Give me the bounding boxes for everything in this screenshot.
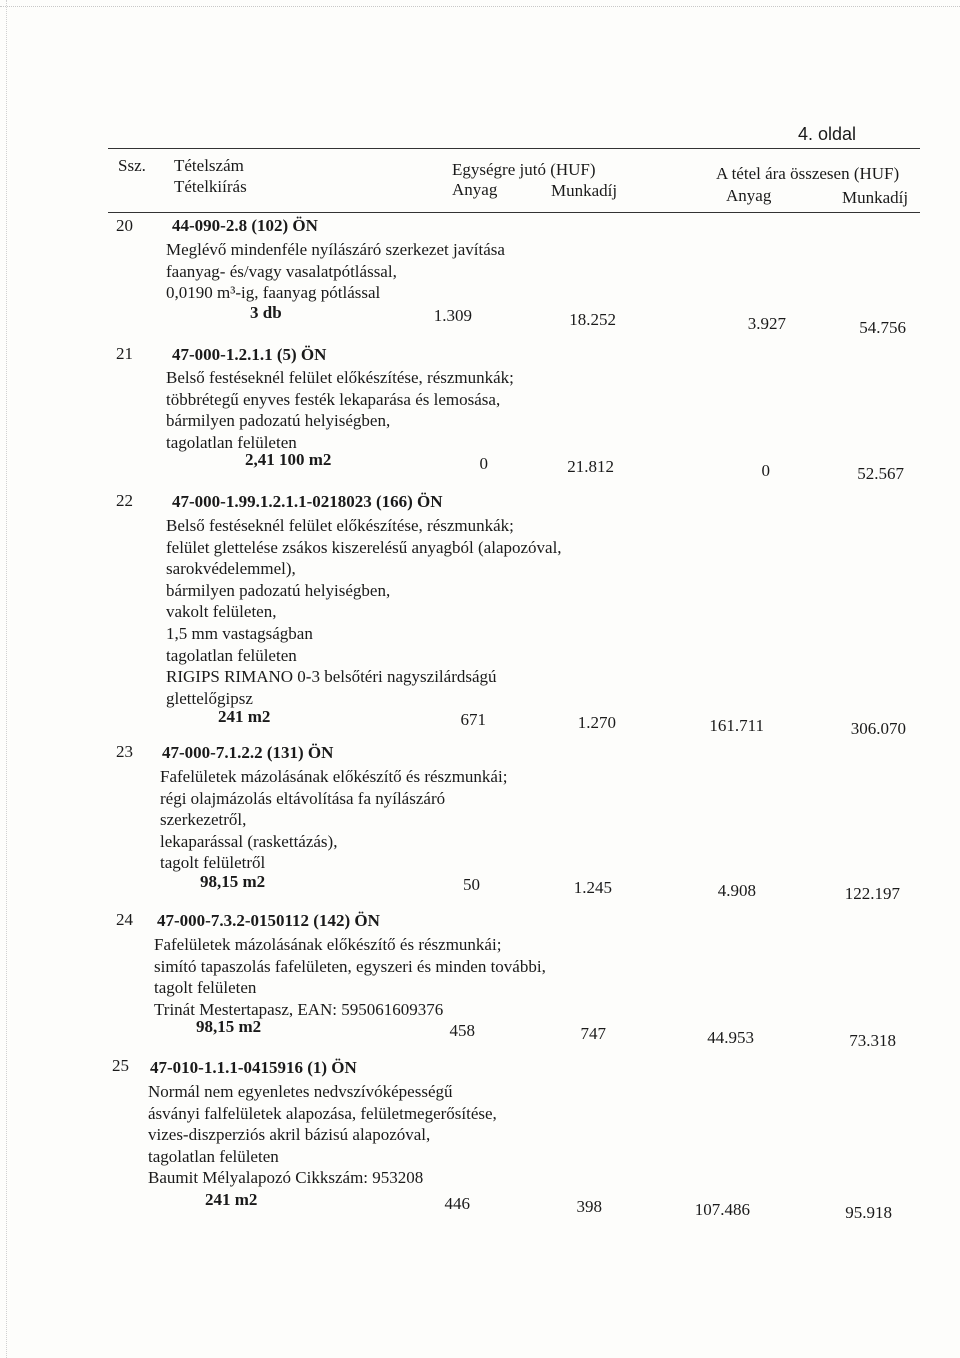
total-anyag-value: 0 [761,461,770,480]
header-total: A tétel ára összesen (HUF) [716,164,900,183]
description-line: tagolatlan felületen [166,432,297,452]
header-unit-munkadij: Munkadíj [551,181,618,200]
description-line: lekaparással (raskettázás), [160,831,338,851]
unit-munkadij-value: 1.270 [577,713,616,732]
description-line: vakolt felületen, [166,602,277,622]
header-rule-top [108,148,920,149]
unit-anyag-value: 446 [444,1194,470,1213]
unit-munkadij-value: 1.245 [573,878,612,897]
description-line: 1,5 mm vastagságban [166,623,313,643]
item-quantity: 3 db [250,303,282,322]
description-line: Trinát Mestertapasz, EAN: 595061609376 [154,999,444,1019]
unit-anyag-value: 1.309 [433,306,472,325]
item-code: 47-000-1.2.1.1 (5) ÖN [172,345,327,364]
item-number: 24 [116,910,133,929]
unit-anyag-value: 50 [463,875,480,894]
item-description [166,239,505,304]
unit-munkadij-value: 747 [580,1024,606,1043]
header-unit-price: Egységre jutó (HUF) [452,160,596,179]
total-anyag-value: 44.953 [707,1028,754,1047]
item-quantity: 241 m2 [205,1190,258,1209]
header-unit-anyag: Anyag [452,180,498,199]
description-line: Baumit Mélyalapozó Cikkszám: 953208 [148,1168,424,1188]
description-line: glettelőgipsz [166,688,253,708]
description-line: szerkezetről, [160,810,247,830]
unit-munkadij-value: 21.812 [567,457,614,476]
item-code: 47-000-7.3.2-0150112 (142) ÖN [157,911,380,930]
item-number: 21 [116,344,133,363]
unit-munkadij-value: 398 [576,1197,602,1216]
item-description [154,934,546,1020]
total-munkadij-value: 52.567 [857,464,904,483]
header-total-munkadij: Munkadíj [842,188,909,207]
item-quantity: 2,41 100 m2 [245,450,332,469]
header-tetelszam: Tételszám [174,156,244,175]
description-line: RIGIPS RIMANO 0-3 belsőtéri nagyszilárdságú [166,667,497,687]
total-anyag-value: 161.711 [709,716,764,735]
description-line: tagolatlan felületen [166,645,297,665]
description-line: ásványi falfelületek alapozása, felületmegerősítése, [148,1103,497,1123]
item-code: 44-090-2.8 (102) ÖN [172,216,318,235]
header-ssz: Ssz. [118,156,146,175]
item-number: 22 [116,491,133,510]
scan-edge-left [6,0,7,1358]
unit-anyag-value: 458 [449,1021,475,1040]
total-anyag-value: 3.927 [747,314,786,333]
total-anyag-value: 107.486 [694,1200,750,1219]
total-munkadij-value: 95.918 [845,1203,892,1222]
description-line: Fafelületek mázolásának előkészítő és részmunkái; [154,935,502,954]
item-description [148,1081,497,1189]
description-line: többrétegű enyves festék lekaparása és lemosása, [166,389,501,409]
item-code: 47-010-1.1.1-0415916 (1) ÖN [150,1058,357,1077]
item-code: 47-000-1.99.1.2.1.1-0218023 (166) ÖN [172,492,443,511]
unit-anyag-value: 0 [479,454,488,473]
item-description [166,367,514,453]
scan-edge-top [0,6,960,7]
item-quantity: 98,15 m2 [196,1017,262,1036]
unit-anyag-value: 671 [460,710,486,729]
description-line: simító tapaszolás fafelületen, egyszeri és minden további, [154,956,546,976]
description-line: felület glettelése zsákos kiszerelésű anyagból (alapozóval, [166,537,562,557]
item-description [160,766,507,874]
description-line: tagolt felületről [160,853,266,873]
item-number: 25 [112,1056,129,1075]
total-munkadij-value: 73.318 [849,1031,896,1050]
total-munkadij-value: 54.756 [859,318,906,337]
description-line: sarokvédelemmel), [166,559,296,579]
unit-munkadij-value: 18.252 [569,310,616,329]
header-total-anyag: Anyag [726,186,772,205]
description-line: tagolt felületen [154,978,257,998]
description-line: bármilyen padozatú helyiségben, [166,580,391,600]
total-munkadij-value: 122.197 [844,884,900,903]
description-line: vizes-diszperziós akril bázisú alapozóval, [148,1125,431,1145]
header-rule-bottom [108,212,920,213]
item-quantity: 98,15 m2 [200,872,266,891]
total-anyag-value: 4.908 [717,881,756,900]
page-number: 4. oldal [798,124,857,144]
description-line: Fafelületek mázolásának előkészítő és részmunkái; [160,767,508,786]
item-quantity: 241 m2 [218,707,271,726]
description-line: Belső festéseknél felület előkészítése, részmunkák; [166,516,514,535]
description-line: Normál nem egyenletes nedvszívóképességű [148,1082,453,1101]
item-number: 23 [116,742,133,761]
header-tetelkiiras: Tételkiírás [174,177,247,196]
description-line: Belső festéseknél felület előkészítése, részmunkák; [166,368,514,387]
item-number: 20 [116,216,133,235]
total-munkadij-value: 306.070 [850,719,906,738]
item-description [166,515,562,709]
description-line: bármilyen padozatú helyiségben, [166,411,391,431]
description-line: tagolatlan felületen [148,1146,279,1166]
item-code: 47-000-7.1.2.2 (131) ÖN [162,743,334,762]
description-line: 0,0190 m³-ig, faanyag pótlással [166,283,381,303]
description-line: faanyag- és/vagy vasalatpótlással, [166,261,397,281]
description-line: régi olajmázolás eltávolítása fa nyílászáró [160,788,446,808]
description-line: Meglévő mindenféle nyílászáró szerkezet javítása [166,240,505,259]
